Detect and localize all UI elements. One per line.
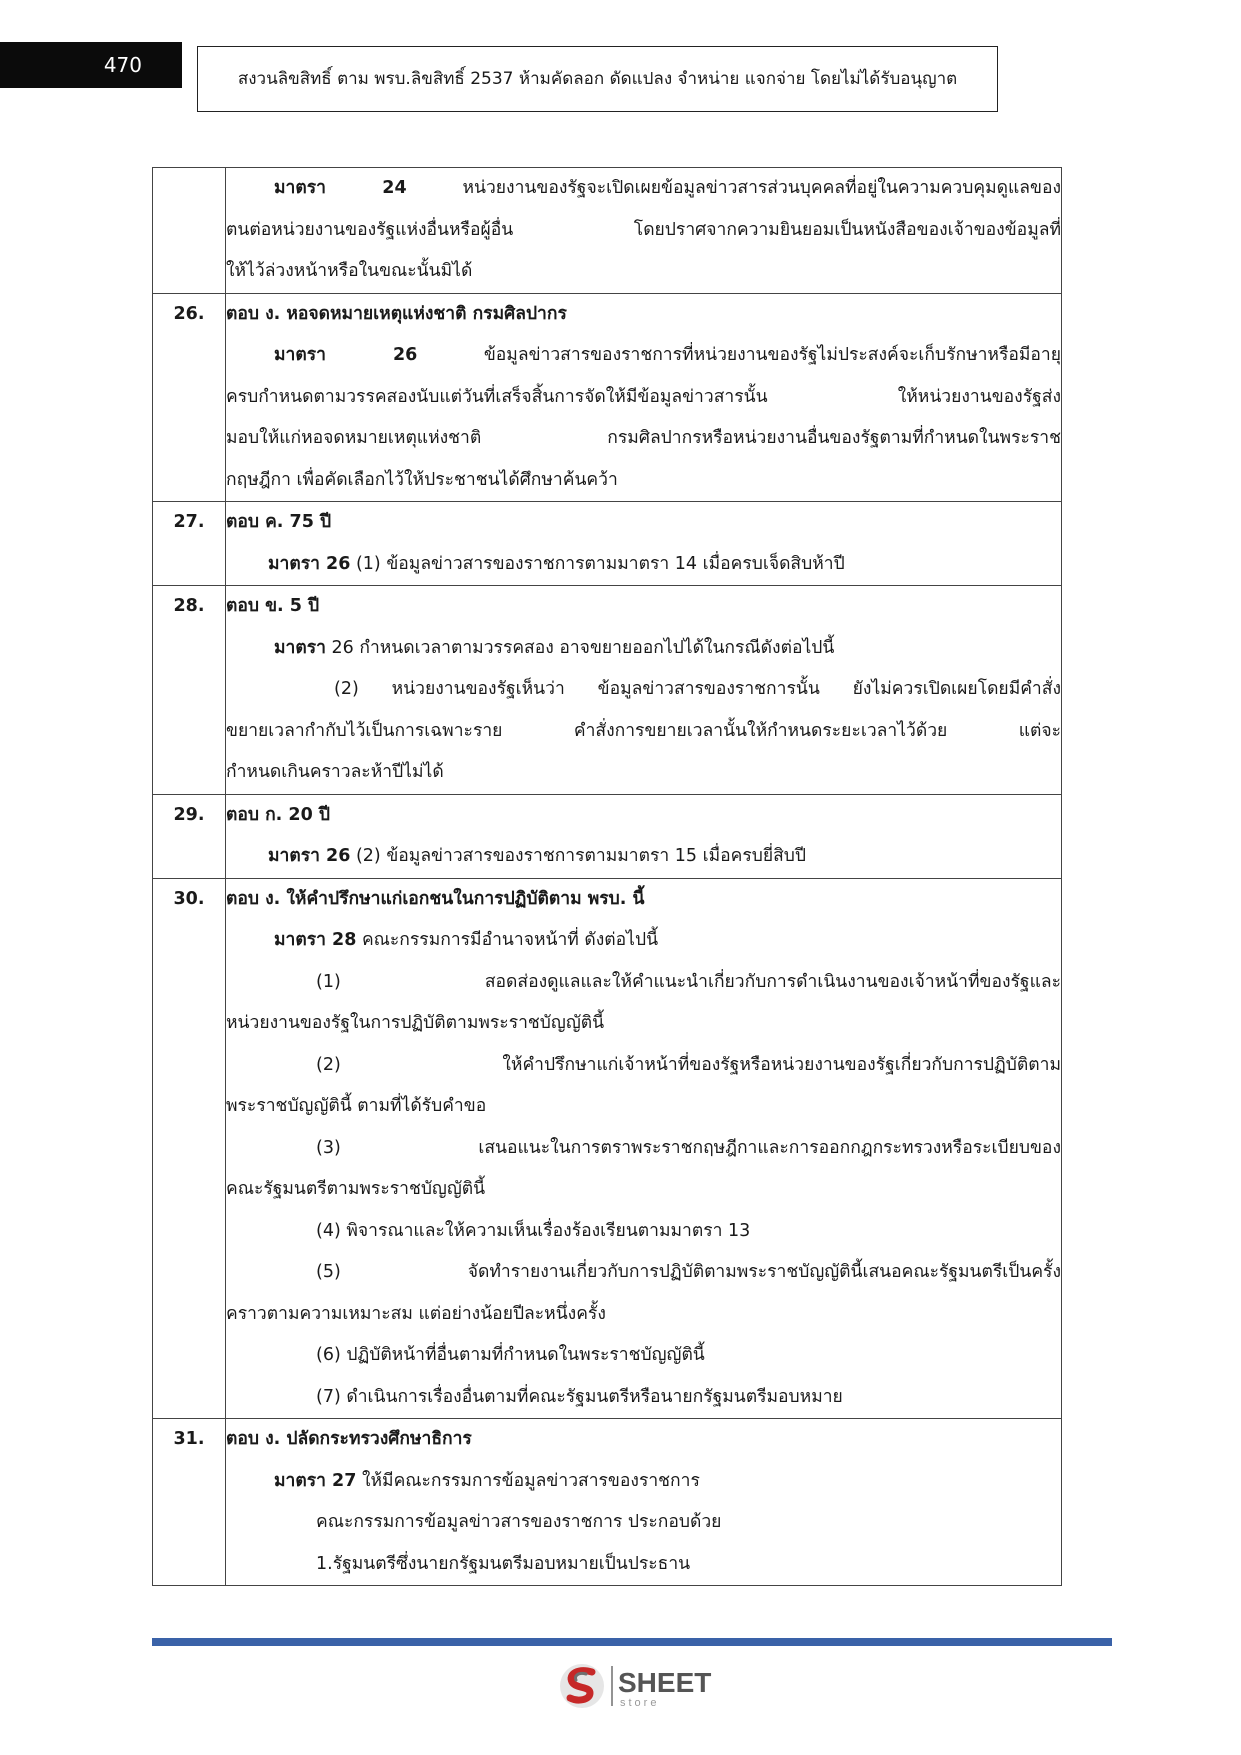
text-line: (2) หน่วยงานของรัฐเห็นว่า ข้อมูลข่าวสารของราชการนั้น ยังไม่ควรเปิดเผยโดยมีคำสั่ง — [334, 679, 1061, 699]
table-row — [153, 502, 1062, 586]
table-row — [153, 293, 1062, 502]
text-line: มาตรา 26 กำหนดเวลาตามวรรคสอง อาจขยายออกไปได้ในกรณีดังต่อไปนี้ — [274, 637, 835, 658]
text-line: ครบกำหนดตามวรรคสองนับแต่วันที่เสร็จสิ้นการจัดให้มีข้อมูลข่าวสารนั้น ให้หน่วยงานของรัฐส่ง — [226, 386, 1061, 407]
article-ref: มาตรา 26 — [274, 345, 418, 365]
sheet-store-logo — [556, 1660, 726, 1712]
text-line: มาตรา 24 หน่วยงานของรัฐจะเปิดเผยข้อมูลข่าวสารส่วนบุคคลที่อยู่ในความควบคุมดูแลของ — [274, 178, 1061, 198]
copyright-notice: สงวนลิขสิทธิ์ ตาม พรบ.ลิขสิทธิ์ 2537 ห้ามคัดลอก ดัดแปลง จำหน่าย แจกจ่าย โดยไม่ได้รับอนุญาต — [197, 46, 998, 112]
answer-line: ตอบ ก. 20 ปี — [226, 804, 330, 825]
footer-rule — [152, 1638, 1112, 1646]
question-number — [153, 168, 226, 294]
text-line: ขยายเวลากำกับไว้เป็นการเฉพาะราย คำสั่งการขยายเวลานั้นให้กำหนดระยะเวลาไว้ด้วย แต่จะ — [226, 720, 1061, 741]
table-row — [153, 878, 1062, 1419]
answer-line: ตอบ ง. ให้คำปรึกษาแก่เอกชนในการปฏิบัติตาม พรบ. นี้ — [226, 888, 645, 909]
text-line: 1.รัฐมนตรีซึ่งนายกรัฐมนตรีมอบหมายเป็นประธาน — [316, 1553, 691, 1574]
page-number: 470 — [0, 42, 182, 88]
logo-text: SHEET — [618, 1667, 712, 1698]
text-line: มาตรา 27 ให้มีคณะกรรมการข้อมูลข่าวสารของราชการ — [274, 1470, 700, 1491]
answer-table — [152, 167, 1062, 1586]
article-ref: มาตรา — [274, 637, 326, 658]
text-line: (4) พิจารณาและให้ความเห็นเรื่องร้องเรียนตามมาตรา 13 — [316, 1220, 751, 1241]
text-line: (2) ให้คำปรึกษาแก่เจ้าหน้าที่ของรัฐหรือหน่วยงานของรัฐเกี่ยวกับการปฏิบัติตาม — [316, 1054, 1061, 1075]
answer-cell — [226, 586, 1062, 795]
answer-line: ตอบ ข. 5 ปี — [226, 596, 320, 616]
text-line: คราวตามความเหมาะสม แต่อย่างน้อยปีละหนึ่งครั้ง — [226, 1303, 606, 1324]
answer-cell — [226, 168, 1062, 294]
question-number: 28. — [153, 586, 226, 795]
answer-line: ตอบ ค. 75 ปี — [226, 512, 332, 532]
answer-line: ตอบ ง. หอจดหมายเหตุแห่งชาติ กรมศิลปากร — [226, 303, 567, 324]
table-row — [153, 168, 1062, 294]
table-row — [153, 1419, 1062, 1586]
answer-cell — [226, 794, 1062, 878]
question-number: 30. — [153, 878, 226, 1419]
article-ref: มาตรา 26 — [268, 846, 351, 866]
table-row — [153, 794, 1062, 878]
text-line: หน่วยงานของรัฐในการปฏิบัติตามพระราชบัญญัตินี้ — [226, 1013, 605, 1033]
answer-cell — [226, 293, 1062, 502]
question-number: 27. — [153, 502, 226, 586]
text-line: ตนต่อหน่วยงานของรัฐแห่งอื่นหรือผู้อื่น โดยปราศจากความยินยอมเป็นหนังสือของเจ้าของข้อมูลที่ — [226, 219, 1061, 240]
table-row — [153, 586, 1062, 795]
text-line: กำหนดเกินคราวละห้าปีไม่ได้ — [226, 762, 444, 782]
text-line: (7) ดำเนินการเรื่องอื่นตามที่คณะรัฐมนตรีหรือนายกรัฐมนตรีมอบหมาย — [316, 1386, 843, 1407]
text-line: (1) สอดส่องดูแลและให้คำแนะนำเกี่ยวกับการดำเนินงานของเจ้าหน้าที่ของรัฐและ — [316, 971, 1061, 992]
article-ref: มาตรา 26 — [268, 553, 351, 574]
text-line: กฤษฎีกา เพื่อคัดเลือกไว้ให้ประชาชนได้ศึกษาค้นคว้า — [226, 469, 618, 490]
answer-cell — [226, 502, 1062, 586]
article-ref: มาตรา 27 — [274, 1470, 357, 1491]
text-line: คณะกรรมการข้อมูลข่าวสารของราชการ ประกอบด้วย — [316, 1512, 722, 1532]
text-line: (6) ปฏิบัติหน้าที่อื่นตามที่กำหนดในพระราชบัญญัตินี้ — [316, 1345, 705, 1365]
answer-cell — [226, 1419, 1062, 1586]
text-line: มาตรา 26 ข้อมูลข่าวสารของราชการที่หน่วยงานของรัฐไม่ประสงค์จะเก็บรักษาหรือมีอายุ — [274, 345, 1061, 365]
text-line: ให้ไว้ล่วงหน้าหรือในขณะนั้นมิได้ — [226, 261, 473, 281]
question-number: 26. — [153, 293, 226, 502]
text-line: (3) เสนอแนะในการตราพระราชกฤษฎีกาและการออกกฎกระทรวงหรือระเบียบของ — [316, 1137, 1061, 1158]
question-number: 31. — [153, 1419, 226, 1586]
question-number: 29. — [153, 794, 226, 878]
answer-line: ตอบ ง. ปลัดกระทรวงศึกษาธิการ — [226, 1429, 472, 1449]
answer-cell — [226, 878, 1062, 1419]
article-ref: มาตรา 28 — [274, 930, 357, 950]
text-line: มอบให้แก่หอจดหมายเหตุแห่งชาติ กรมศิลปากรหรือหน่วยงานอื่นของรัฐตามที่กำหนดในพระราช — [226, 428, 1061, 448]
s-mark-icon — [560, 1664, 604, 1708]
text-line: มาตรา 28 คณะกรรมการมีอำนาจหน้าที่ ดังต่อไปนี้ — [274, 930, 659, 950]
text-line: (5) จัดทำรายงานเกี่ยวกับการปฏิบัติตามพระราชบัญญัตินี้เสนอคณะรัฐมนตรีเป็นครั้ง — [316, 1262, 1061, 1282]
text-line: คณะรัฐมนตรีตามพระราชบัญญัตินี้ — [226, 1179, 486, 1199]
text-line: มาตรา 26 (1) ข้อมูลข่าวสารของราชการตามมาตรา 14 เมื่อครบเจ็ดสิบห้าปี — [268, 553, 845, 574]
logo-subtext: store — [620, 1697, 660, 1709]
text-line: มาตรา 26 (2) ข้อมูลข่าวสารของราชการตามมาตรา 15 เมื่อครบยี่สิบปี — [268, 846, 806, 866]
text-line: พระราชบัญญัตินี้ ตามที่ได้รับคำขอ — [226, 1096, 487, 1116]
article-ref: มาตรา 24 — [274, 178, 407, 198]
